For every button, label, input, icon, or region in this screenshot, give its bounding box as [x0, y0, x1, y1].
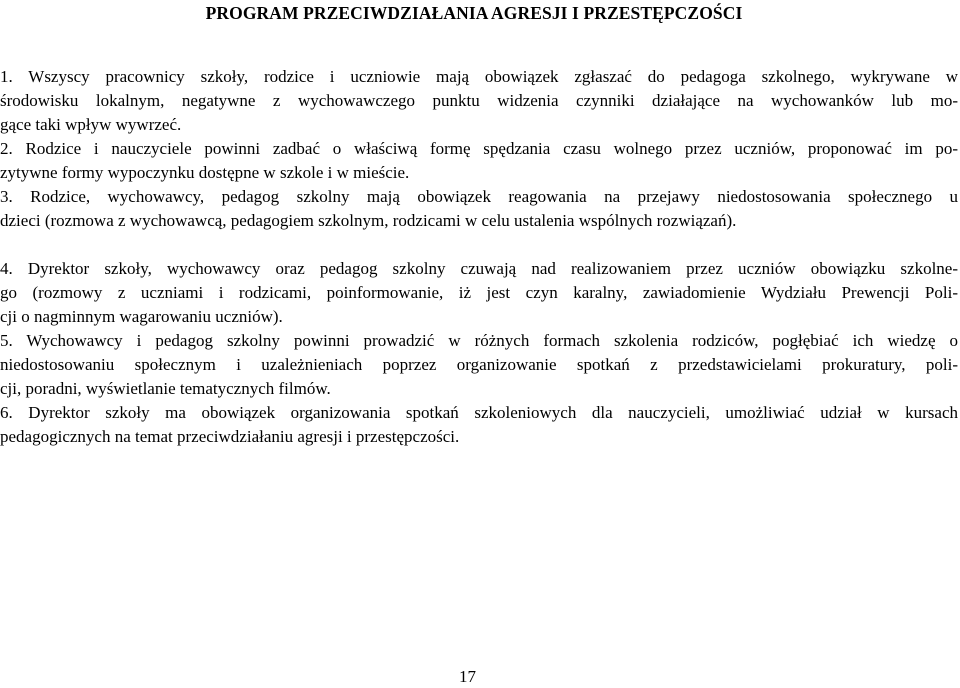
list-item-5-line-3	[0, 377, 958, 401]
list-item-1-line-1	[0, 65, 958, 89]
list-item-3-line-1	[0, 185, 958, 209]
list-item-text: dzieci (rozmowa z wychowawcą, pedagogiem szkolnym, rodzicami w celu ustalenia wspólnych rozwiązań).	[0, 211, 737, 230]
list-item-text: środowisku lokalnym, negatywne z wychowawczego punktu widzenia czynniki działające na wychowanków lub mo-	[0, 91, 958, 110]
list-item-text: 3. Rodzice, wychowawcy, pedagog szkolny mają obowiązek reagowania na przejawy niedostosowania społecznego u	[0, 187, 958, 206]
list-item-2-line-1	[0, 137, 958, 161]
list-item-1-line-3	[0, 113, 958, 137]
list-item-text: 1. Wszyscy pracownicy szkoły, rodzice i uczniowie mają obowiązek zgłaszać do pedagoga szkolnego, wykrywane w	[0, 67, 958, 86]
list-item-text: 4. Dyrektor szkoły, wychowawcy oraz pedagog szkolny czuwają nad realizowaniem przez uczniów obowiązku szkolne-	[0, 259, 958, 278]
list-item-text: cji o nagminnym wagarowaniu uczniów).	[0, 307, 283, 326]
list-item-text: 2. Rodzice i nauczyciele powinni zadbać o właściwą formę spędzania czasu wolnego przez uczniów, proponować im po-	[0, 139, 958, 158]
list-item-text: pedagogicznych na temat przeciwdziałaniu agresji i przestępczości.	[0, 427, 460, 446]
list-item-4-line-3	[0, 305, 958, 329]
list-item-text: 6. Dyrektor szkoły ma obowiązek organizowania spotkań szkoleniowych dla nauczycieli, umożliwiać udział w kursach	[0, 403, 958, 422]
list-item-3-line-2	[0, 209, 958, 233]
list-item-4-line-1	[0, 257, 958, 281]
page-title: PROGRAM PRZECIWDZIAŁANIA AGRESJI I PRZESTĘPCZOŚCI	[205, 3, 743, 23]
list-item-4-line-2	[0, 281, 958, 305]
list-item-text: zytywne formy wypoczynku dostępne w szkole i w mieście.	[0, 163, 410, 182]
list-item-6-line-2	[0, 425, 958, 449]
list-item-6-line-1	[0, 401, 958, 425]
list-item-text: 5. Wychowawcy i pedagog szkolny powinni prowadzić w różnych formach szkolenia rodziców, pogłębiać ich wiedzę o	[0, 331, 958, 350]
list-item-text: cji, poradni, wyświetlanie tematycznych filmów.	[0, 379, 331, 398]
page-number: 17	[459, 667, 476, 686]
list-item-1-line-2	[0, 89, 958, 113]
list-item-text: gące taki wpływ wywrzeć.	[0, 115, 182, 134]
list-item-2-line-2	[0, 161, 958, 185]
list-item-text: go (rozmowy z uczniami i rodzicami, poinformowanie, iż jest czyn karalny, zawiadomienie Wydziału Prewencji Poli-	[0, 283, 958, 302]
list-item-text: niedostosowaniu społecznym i uzależnieniach poprzez organizowanie spotkań z przedstawicielami prokuratury, poli-	[0, 355, 958, 374]
list-item-5-line-1	[0, 329, 958, 353]
list-item-5-line-2	[0, 353, 958, 377]
